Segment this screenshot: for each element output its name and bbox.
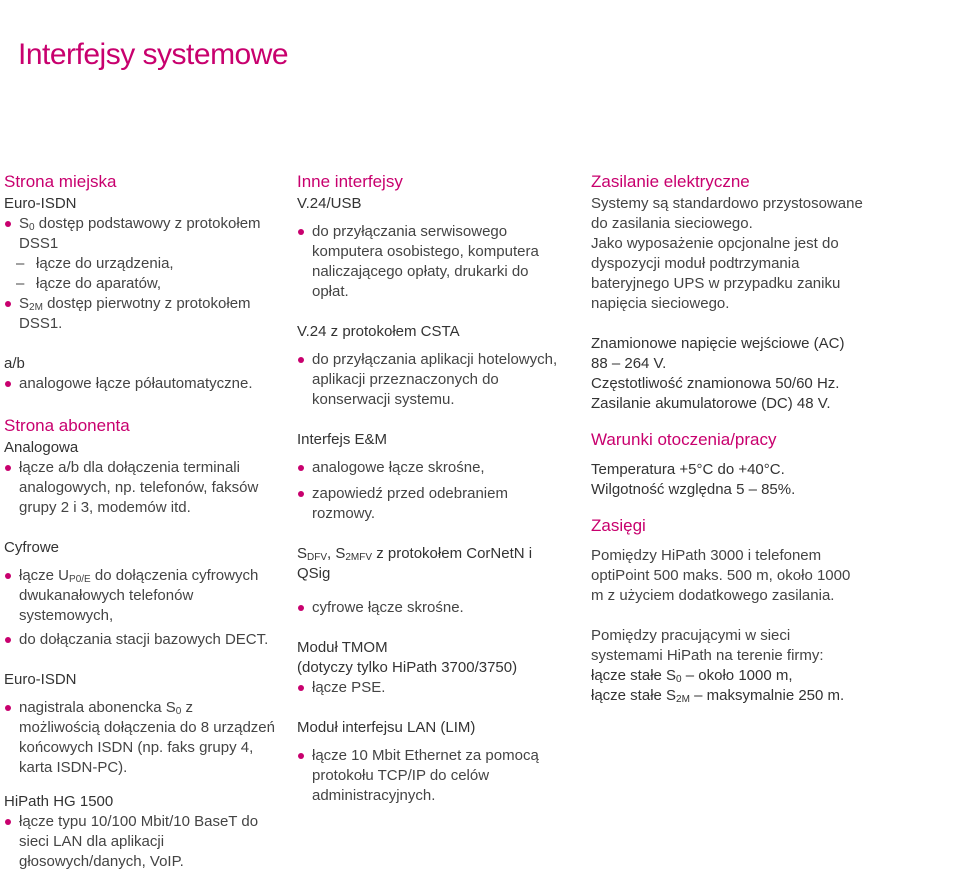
list-csta xyxy=(297,350,569,410)
list-sdfv xyxy=(297,598,569,618)
list-s2m xyxy=(4,294,276,334)
subscript: P0/E xyxy=(69,574,91,585)
line: Temperatura +5°C do +40°C. xyxy=(591,461,785,478)
list-item: zapowiedź przed odebraniem rozmowy. xyxy=(297,484,569,524)
subscript: 0 xyxy=(29,222,35,233)
list-item xyxy=(4,566,276,626)
list-v24 xyxy=(297,222,569,302)
list-nagistrala xyxy=(4,698,276,778)
text: S xyxy=(19,215,30,232)
heading-inne-interfejsy: Inne interfejsy xyxy=(297,172,403,191)
line: Częstotliwość znamionowa 50/60 Hz. xyxy=(591,375,840,392)
list-item xyxy=(4,698,276,778)
line xyxy=(591,686,866,706)
column-middle xyxy=(297,170,569,806)
paragraph: Pomiędzy HiPath 3000 i telefonem optiPoint 500 maks. 500 m, około 1000 m z użyciem dodatkowego zasilania. xyxy=(591,547,851,604)
subheading-v24-usb: V.24/USB xyxy=(297,195,362,212)
subheading-hipath-hg: HiPath HG 1500 xyxy=(4,793,114,810)
text: łącze do aparatów, xyxy=(36,275,162,292)
list-item: łącze a/b dla dołączenia terminali analogowych, np. telefonów, faksów grupy 2 i 3, modemów itd. xyxy=(4,458,276,518)
subscript: 2MFV xyxy=(345,552,373,563)
list-item: analogowe łącze skrośne, xyxy=(297,458,569,478)
heading-zasilanie: Zasilanie elektryczne xyxy=(591,172,750,191)
text: z protokołem CorNetN i QSig xyxy=(297,545,533,582)
list-item: do dołączania stacji bazowych DECT. xyxy=(4,630,276,650)
list-item xyxy=(4,294,276,334)
subheading-sdfv xyxy=(297,544,569,584)
list-ab xyxy=(4,374,276,394)
column-left xyxy=(4,170,276,872)
line: Wilgotność względna 5 – 85%. xyxy=(591,481,796,498)
subscript: 0 xyxy=(676,674,682,685)
text: – maksymalnie 250 m. xyxy=(689,687,845,704)
text: nagistrala abonencka S xyxy=(19,699,176,716)
subheading-cyfrowe: Cyfrowe xyxy=(4,539,60,556)
text: łącze U xyxy=(19,567,70,584)
list-lan xyxy=(297,746,569,806)
subheading-analogowa: Analogowa xyxy=(4,439,79,456)
line: Znamionowe napięcie wejściowe (AC) xyxy=(591,335,845,352)
text: łącze do urządzenia, xyxy=(36,255,174,272)
dash-item: – łącze do urządzenia, xyxy=(16,255,174,272)
page-title: Interfejsy systemowe xyxy=(18,38,289,71)
paragraph: Jako wyposażenie opcjonalne jest do dyspozycji moduł podtrzymania bateryjnego UPS w przypadku zaniku napięcia sieciowego. xyxy=(591,235,841,312)
list-em xyxy=(297,458,569,524)
text: S xyxy=(19,295,30,312)
text: S xyxy=(297,545,308,562)
list-item: łącze 10 Mbit Ethernet za pomocą protokołu TCP/IP do celów administracyjnych. xyxy=(297,746,569,806)
text: , S xyxy=(327,545,346,562)
list-item: cyfrowe łącze skrośne. xyxy=(297,598,569,618)
subheading-em: Interfejs E&M xyxy=(297,431,388,448)
text: łącze stałe S xyxy=(591,667,677,684)
list-item: do przyłączania aplikacji hotelowych, aplikacji przeznaczonych do konserwacji systemu. xyxy=(297,350,569,410)
subheading-ab: a/b xyxy=(4,355,25,372)
subheading-lan: Moduł interfejsu LAN (LIM) xyxy=(297,719,476,736)
heading-warunki: Warunki otoczenia/pracy xyxy=(591,430,777,449)
subheading-euro-isdn: Euro-ISDN xyxy=(4,195,77,212)
heading-zasiegi: Zasięgi xyxy=(591,516,646,535)
heading-strona-abonenta: Strona abonenta xyxy=(4,416,130,435)
paragraph: Systemy są standardowo przystosowane do zasilania sieciowego. xyxy=(591,195,863,232)
subscript: 2M xyxy=(676,694,690,705)
list-analogowa xyxy=(4,458,276,518)
text: z możliwością dołączenia do 8 urządzeń końcowych ISDN (np. faks grupy 4, karta ISDN-PC). xyxy=(19,699,275,776)
text: do dołączenia cyfrowych dwukanałowych telefonów systemowych, xyxy=(19,567,259,624)
list-hipath-hg xyxy=(4,812,276,872)
paragraph: Pomiędzy pracującymi w sieci systemami HiPath na terenie firmy: xyxy=(591,627,824,664)
list-item: łącze PSE. xyxy=(297,678,569,698)
list-cyfrowe xyxy=(4,566,276,650)
text: dostęp pierwotny z protokołem DSS1. xyxy=(19,295,251,332)
subscript: DFV xyxy=(307,552,328,563)
text: – około 1000 m, xyxy=(681,667,793,684)
line xyxy=(591,666,866,686)
line: Zasilanie akumulatorowe (DC) 48 V. xyxy=(591,395,831,412)
dash-item: – łącze do aparatów, xyxy=(16,275,162,292)
column-right xyxy=(591,170,866,706)
text: łącze stałe S xyxy=(591,687,677,704)
subscript: 2M xyxy=(29,302,43,313)
heading-strona-miejska: Strona miejska xyxy=(4,172,117,191)
list-item: do przyłączania serwisowego komputera osobistego, komputera naliczającego opłaty, drukarki do opłat. xyxy=(297,222,569,302)
list-item xyxy=(4,214,276,254)
list-euro-isdn xyxy=(4,214,276,254)
text: dostęp podstawowy z protokołem DSS1 xyxy=(19,215,261,252)
line: 88 – 264 V. xyxy=(591,355,667,372)
subheading-tmom: Moduł TMOM xyxy=(297,639,388,656)
list-tmom xyxy=(297,678,569,698)
subheading-euro-isdn-2: Euro-ISDN xyxy=(4,671,77,688)
list-item: łącze typu 10/100 Mbit/10 BaseT do sieci LAN dla aplikacji głosowych/danych, VoIP. xyxy=(4,812,276,872)
subscript: 0 xyxy=(175,706,182,717)
list-item: analogowe łącze półautomatyczne. xyxy=(4,374,276,394)
tmom-note: (dotyczy tylko HiPath 3700/3750) xyxy=(297,659,518,676)
subheading-csta: V.24 z protokołem CSTA xyxy=(297,323,460,340)
